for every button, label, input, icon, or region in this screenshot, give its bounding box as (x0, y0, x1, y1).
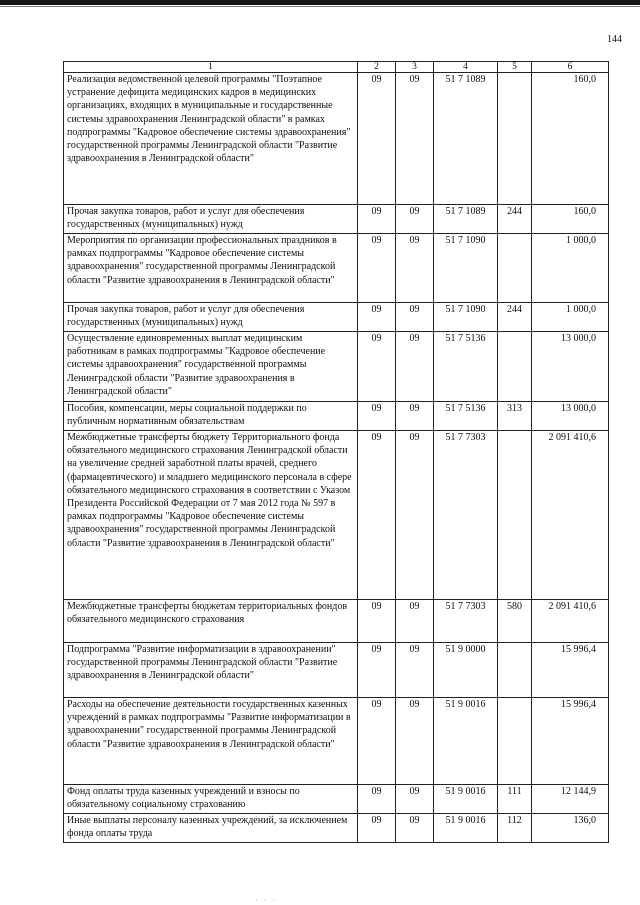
row-amount: 15 996,4 (532, 698, 609, 785)
row-expense-type: 580 (498, 600, 532, 643)
row-expense-type (498, 431, 532, 600)
row-section: 09 (358, 234, 396, 303)
row-section: 09 (358, 73, 396, 205)
column-header: 2 (358, 62, 396, 73)
column-header: 4 (434, 62, 498, 73)
row-section: 09 (358, 698, 396, 785)
row-description: Осуществление единовременных выплат медицинским работникам в рамках подпрограммы "Кадровое обеспечение системы здравоохранения" государственной программы Ленинградской области "Развитие здравоохранения в Ленинградской области" (64, 332, 358, 402)
row-section: 09 (358, 814, 396, 843)
row-section: 09 (358, 431, 396, 600)
row-description: Реализация ведомственной целевой программы "Поэтапное устранение дефицита медицинских кадров в медицинских организациях, входящих в муниципальные и государственные системы здравоохранения Ленинградской области" в рамках подпрограммы "Кадровое обеспечение системы здравоохранения" государственной программы Ленинградской области "Развитие здравоохранения в Ленинградской области" (64, 73, 358, 205)
row-target-article: 51 7 5136 (434, 402, 498, 431)
row-subsection: 09 (396, 698, 434, 785)
page-number: 144 (607, 34, 622, 45)
row-subsection: 09 (396, 402, 434, 431)
row-subsection: 09 (396, 431, 434, 600)
row-amount: 2 091 410,6 (532, 600, 609, 643)
row-subsection: 09 (396, 205, 434, 234)
table-row (64, 600, 609, 643)
row-subsection: 09 (396, 814, 434, 843)
row-target-article: 51 9 0016 (434, 698, 498, 785)
row-description: Прочая закупка товаров, работ и услуг для обеспечения государственных (муниципальных) нужд (64, 303, 358, 332)
row-expense-type: 111 (498, 785, 532, 814)
row-target-article: 51 9 0016 (434, 785, 498, 814)
row-section: 09 (358, 205, 396, 234)
row-description: Межбюджетные трансферты бюджетам территориальных фондов обязательного медицинского страхования (64, 600, 358, 643)
row-amount: 13 000,0 (532, 332, 609, 402)
row-amount: 160,0 (532, 73, 609, 205)
row-description: Межбюджетные трансферты бюджету Территориального фонда обязательного медицинского страхования Ленинградской области на увеличение средней заработной платы врачей, среднего (фармацевтического) и младшего медицинского персонала в сфере обязательного медицинского страхования в соответствии с Указом Президента Российской Федерации от 7 мая 2012 года № 597 в рамках подпрограммы "Кадровое обеспечение системы здравоохранения" государственной программы Ленинградской области "Развитие здравоохранения в Ленинградской области" (64, 431, 358, 600)
budget-table (63, 61, 609, 843)
row-amount: 12 144,9 (532, 785, 609, 814)
row-subsection: 09 (396, 303, 434, 332)
row-target-article: 51 9 0000 (434, 643, 498, 698)
row-amount: 160,0 (532, 205, 609, 234)
table-row (64, 205, 609, 234)
scan-artifact: · · · (255, 896, 277, 905)
table-row (64, 234, 609, 303)
row-target-article: 51 7 1089 (434, 205, 498, 234)
row-target-article: 51 7 1090 (434, 303, 498, 332)
row-subsection: 09 (396, 73, 434, 205)
top-border-thin (0, 6, 640, 7)
row-amount: 2 091 410,6 (532, 431, 609, 600)
column-header: 5 (498, 62, 532, 73)
table-row (64, 402, 609, 431)
row-section: 09 (358, 402, 396, 431)
row-amount: 15 996,4 (532, 643, 609, 698)
table-row (64, 431, 609, 600)
table-row (64, 643, 609, 698)
row-subsection: 09 (396, 785, 434, 814)
row-target-article: 51 7 7303 (434, 431, 498, 600)
row-expense-type: 244 (498, 303, 532, 332)
row-amount: 1 000,0 (532, 303, 609, 332)
row-expense-type: 244 (498, 205, 532, 234)
row-expense-type (498, 234, 532, 303)
column-header: 3 (396, 62, 434, 73)
table-row (64, 332, 609, 402)
row-target-article: 51 7 5136 (434, 332, 498, 402)
table-row (64, 73, 609, 205)
row-target-article: 51 7 1090 (434, 234, 498, 303)
row-description: Фонд оплаты труда казенных учреждений и взносы по обязательному социальному страхованию (64, 785, 358, 814)
row-target-article: 51 7 7303 (434, 600, 498, 643)
table-row (64, 785, 609, 814)
row-target-article: 51 9 0016 (434, 814, 498, 843)
row-subsection: 09 (396, 643, 434, 698)
row-expense-type: 112 (498, 814, 532, 843)
row-amount: 1 000,0 (532, 234, 609, 303)
row-amount: 136,0 (532, 814, 609, 843)
row-description: Мероприятия по организации профессиональных праздников в рамках подпрограммы "Кадровое обеспечение системы здравоохранения" государственной программы Ленинградской области "Развитие здравоохранения в Ленинградской области" (64, 234, 358, 303)
table-row (64, 303, 609, 332)
row-section: 09 (358, 643, 396, 698)
row-expense-type: 313 (498, 402, 532, 431)
top-border (0, 0, 640, 5)
row-subsection: 09 (396, 600, 434, 643)
row-section: 09 (358, 303, 396, 332)
row-description: Пособия, компенсации, меры социальной поддержки по публичным нормативным обязательствам (64, 402, 358, 431)
row-subsection: 09 (396, 234, 434, 303)
row-expense-type (498, 698, 532, 785)
column-header: 6 (532, 62, 609, 73)
row-expense-type (498, 332, 532, 402)
row-subsection: 09 (396, 332, 434, 402)
row-description: Прочая закупка товаров, работ и услуг для обеспечения государственных (муниципальных) нужд (64, 205, 358, 234)
table-row (64, 814, 609, 843)
row-description: Иные выплаты персоналу казенных учреждений, за исключением фонда оплаты труда (64, 814, 358, 843)
column-header: 1 (64, 62, 358, 73)
row-description: Подпрограмма "Развитие информатизации в здравоохранении" государственной программы Ленинградской области "Развитие здравоохранения в Ленинградской области" (64, 643, 358, 698)
table-header-row (64, 62, 609, 73)
row-section: 09 (358, 600, 396, 643)
row-section: 09 (358, 332, 396, 402)
row-expense-type (498, 643, 532, 698)
row-expense-type (498, 73, 532, 205)
table-row (64, 698, 609, 785)
row-section: 09 (358, 785, 396, 814)
row-amount: 13 000,0 (532, 402, 609, 431)
row-description: Расходы на обеспечение деятельности государственных казенных учреждений в рамках подпрограммы "Развитие информатизации в здравоохранении" государственной программы Ленинградской области "Развитие здравоохранения в Ленинградской области" (64, 698, 358, 785)
row-target-article: 51 7 1089 (434, 73, 498, 205)
